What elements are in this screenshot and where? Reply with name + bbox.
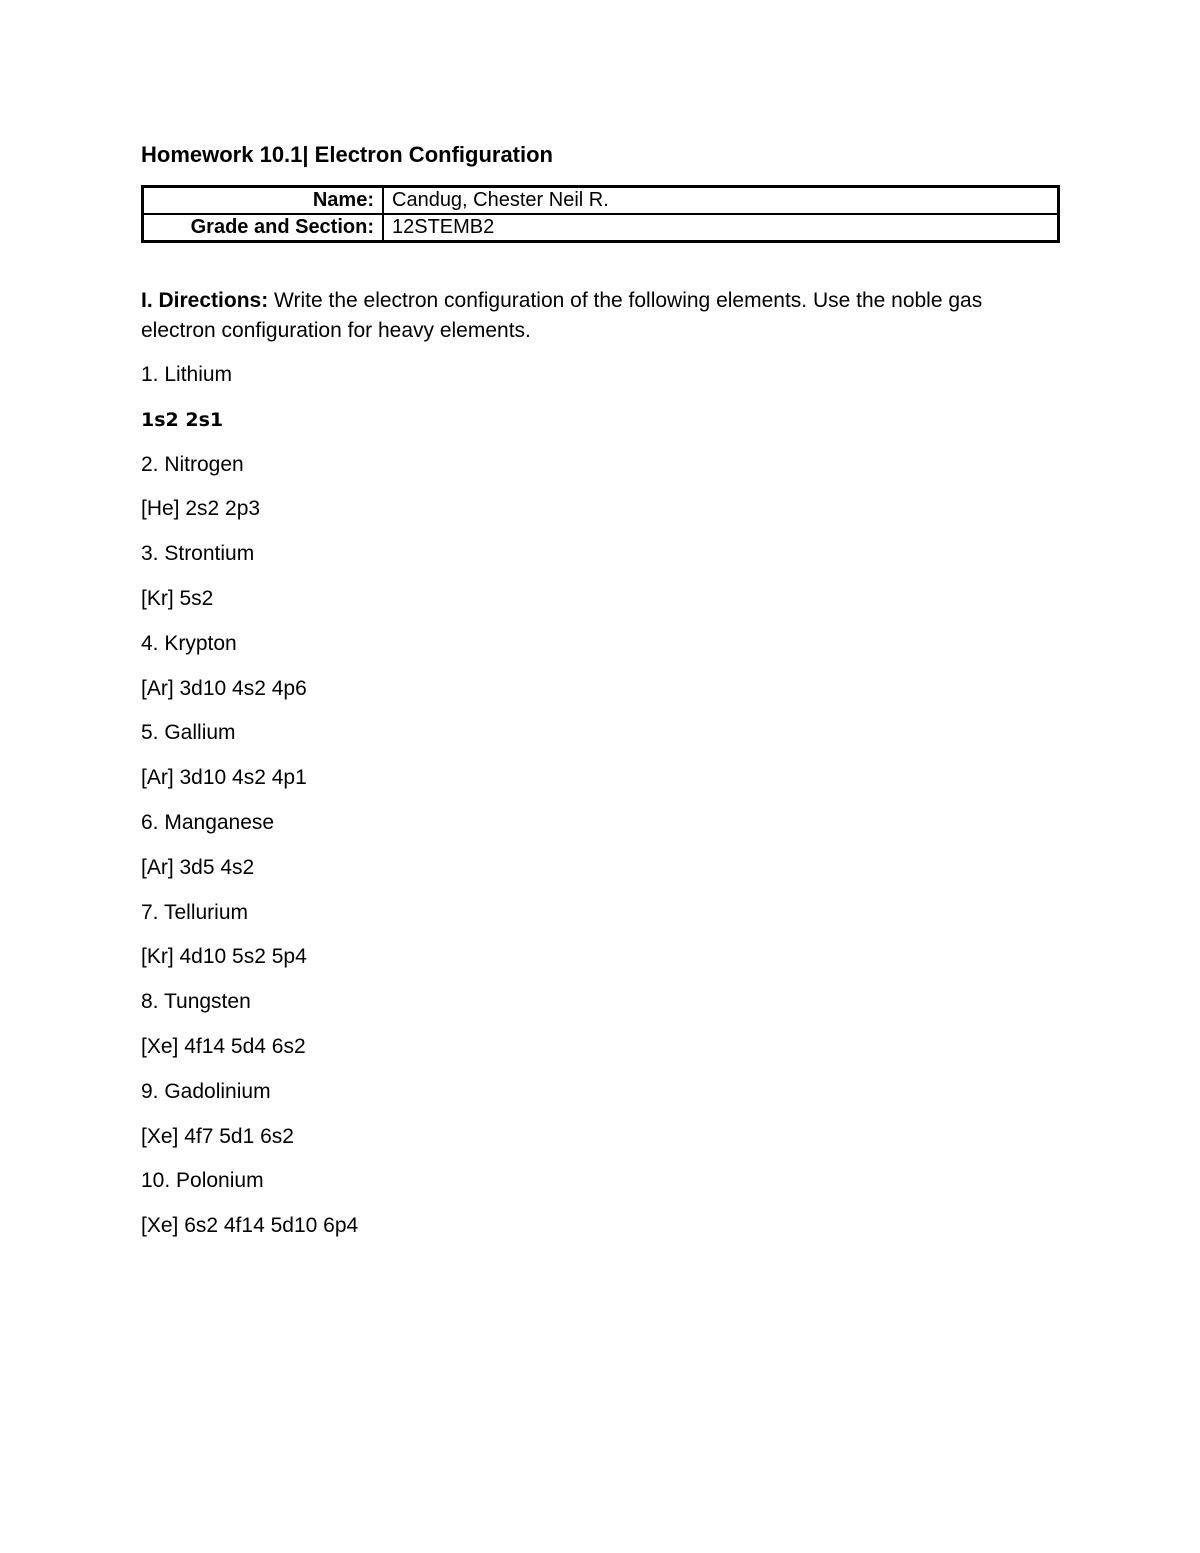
directions-text: Write the electron configuration of the following elements. Use the noble gas electron configuration for heavy elements. (141, 289, 983, 342)
grade-row (143, 214, 1059, 242)
directions (141, 286, 1061, 346)
grade-label: Grade and Section: (143, 214, 384, 242)
question-6: 6. Manganese (141, 810, 275, 834)
answer-4: [Ar] 3d10 4s2 4p6 (141, 676, 307, 700)
answer-3: [Kr] 5s2 (141, 586, 214, 610)
document-page (141, 0, 1061, 1553)
question-1: 1. Lithium (141, 363, 233, 386)
question-3: 3. Strontium (141, 542, 255, 566)
question-4: 4. Krypton (141, 631, 237, 655)
answer-2: [He] 2s2 2p3 (141, 497, 261, 521)
grade-value: 12STEMB2 (383, 214, 1059, 242)
name-row (143, 187, 1059, 215)
name-label: Name: (143, 187, 384, 215)
question-2: 2. Nitrogen (141, 452, 244, 476)
question-5: 5. Gallium (141, 721, 236, 745)
student-info-table (141, 185, 1060, 243)
answer-8: [Xe] 4f14 5d4 6s2 (141, 1034, 306, 1058)
answer-5: [Ar] 3d10 4s2 4p1 (141, 766, 307, 790)
question-9: 9. Gadolinium (141, 1079, 271, 1103)
answer-7: [Kr] 4d10 5s2 5p4 (141, 945, 307, 969)
document-title: Homework 10.1| Electron Configuration (141, 142, 553, 167)
name-value: Candug, Chester Neil R. (383, 187, 1059, 215)
answer-9: [Xe] 4f7 5d1 6s2 (141, 1124, 294, 1148)
question-8: 8. Tungsten (141, 990, 251, 1014)
question-list (141, 360, 1061, 1256)
question-7: 7. Tellurium (141, 900, 248, 924)
answer-6: [Ar] 3d5 4s2 (141, 855, 255, 879)
answer-1: 1s2 2s1 (141, 408, 224, 431)
directions-label: I. Directions: (141, 289, 269, 312)
answer-10: [Xe] 6s2 4f14 5d10 6p4 (141, 1214, 359, 1238)
question-10: 10. Polonium (141, 1169, 264, 1193)
